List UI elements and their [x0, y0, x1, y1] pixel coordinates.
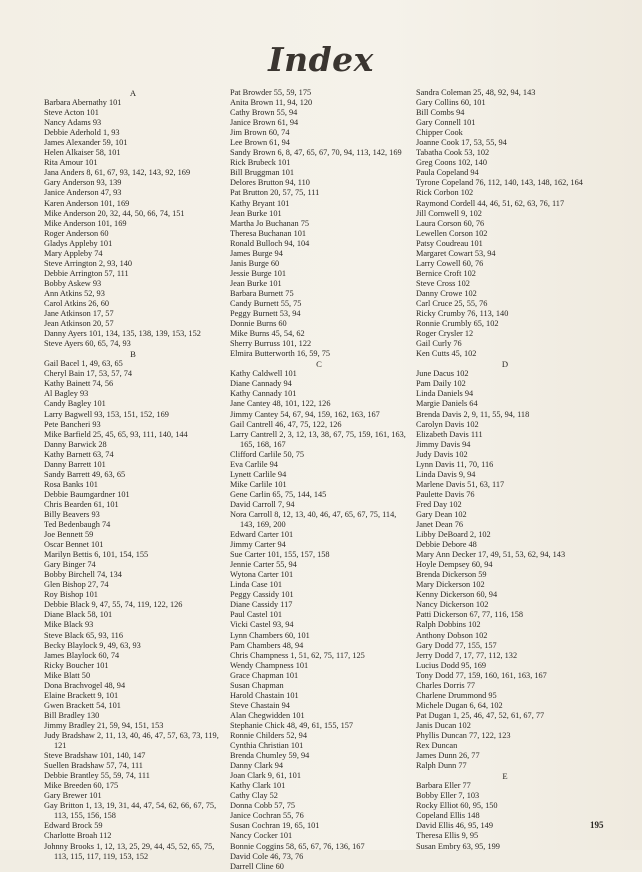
index-entry: Paul Castel 101: [230, 610, 283, 620]
index-entry: James Alexander 59, 101: [44, 138, 128, 148]
index-entry: Lee Brown 61, 94: [230, 138, 290, 148]
index-entry: Roger Anderson 60: [44, 228, 109, 238]
index-entry: Charlotte Broah 112: [44, 831, 112, 841]
index-entry: Gary Collins 60, 101: [416, 98, 486, 108]
index-entry: Wytona Carter 101: [230, 570, 294, 580]
index-entry: Lynn Davis 11, 70, 116: [416, 459, 494, 469]
index-entry: Roger Crysler 12: [416, 329, 474, 339]
index-column-3: [416, 88, 594, 852]
index-entry: Rocky Elliot 60, 95, 150: [416, 801, 498, 811]
index-entry: Phyllis Duncan 77, 122, 123: [416, 731, 511, 740]
index-entry: Chris Champness 1, 51, 62, 75, 117, 125: [230, 650, 365, 660]
index-entry: Ronnie Childers 52, 94: [230, 731, 307, 740]
index-entry: Pat Browder 55, 59, 175: [230, 88, 312, 97]
index-entry: Gary Binger 74: [44, 560, 96, 570]
index-entry: Jerry Dodd 7, 17, 77, 112, 132: [416, 650, 518, 660]
index-entry: Elmira Butterworth 16, 59, 75: [230, 349, 331, 359]
index-entry: Nancy Cocker 101: [230, 831, 293, 841]
index-entry: Ralph Dunn 77: [416, 761, 467, 771]
index-entry: Tony Dodd 77, 159, 160, 161, 163, 167: [416, 670, 547, 680]
index-entry: Eva Carlile 94: [230, 459, 278, 469]
index-entry: Roy Bishop 101: [44, 590, 98, 600]
index-entry: Charles Dorris 77: [416, 680, 475, 690]
letter-heading: A: [129, 88, 137, 98]
index-entry: Paula Copeland 94: [416, 168, 479, 178]
index-entry: Jill Cornwell 9, 102: [416, 208, 482, 218]
index-entry: Steve Acton 101: [44, 108, 99, 118]
index-entry: Rick Corbon 102: [416, 188, 474, 198]
index-entry: Gail Bacel 1, 49, 63, 65: [44, 359, 123, 369]
index-entry: David Cole 46, 73, 76: [230, 851, 304, 861]
index-entry: June Dacus 102: [416, 369, 469, 379]
index-entry: Lynn Chambers 60, 101: [230, 630, 310, 640]
index-entry: Martha Jo Buchanan 75: [230, 218, 310, 228]
index-entry: Gwen Brackett 54, 101: [44, 700, 121, 710]
index-entry: Bobby Eller 7, 103: [416, 791, 480, 801]
index-entry: Danny Clark 94: [230, 761, 283, 771]
index-entry: David Ellis 46, 95, 149: [416, 821, 493, 831]
index-entry: Donna Cobb 57, 75: [230, 801, 295, 811]
index-entry: Edward Brock 59: [44, 821, 103, 831]
index-entry: Cathy Clay 52: [230, 791, 278, 801]
index-entry: Johnny Brooks 1, 12, 13, 25, 29, 44, 45, 52, 65, 75, 113, 115, 117, 119, 153, 152: [44, 841, 215, 861]
index-entry: Steve Arrington 2, 93, 140: [44, 258, 133, 268]
index-entry: Nancy Adams 93: [44, 118, 102, 128]
index-entry: Patti Dickerson 67, 77, 116, 158: [416, 610, 524, 620]
index-entry: Cheryl Bain 17, 53, 57, 74: [44, 369, 133, 379]
index-entry: Debbie Aderhold 1, 93: [44, 128, 120, 138]
index-entry: Steve Black 65, 93, 116: [44, 630, 123, 640]
index-entry: Cynthia Christian 101: [230, 741, 304, 751]
index-entry: Margaret Cowart 53, 94: [416, 248, 496, 258]
index-entry: Jim Brown 60, 74: [230, 128, 290, 138]
index-entry: Becky Blaylock 9, 49, 63, 93: [44, 640, 141, 650]
index-entry: Danny Barrett 101: [44, 459, 106, 469]
index-entry: Mike Blatt 50: [44, 670, 91, 680]
index-entry: Al Bagley 93: [44, 389, 89, 399]
index-entry: Elizabeth Davis 111: [416, 429, 483, 439]
index-entry: Jimmy Cantey 54, 67, 94, 159, 162, 163, 167: [230, 409, 380, 419]
index-entry: Mike Breeden 60, 175: [44, 781, 119, 791]
index-entry: Larry Bagwell 93, 153, 151, 152, 169: [44, 409, 169, 419]
index-entry: Gail Cantrell 46, 47, 75, 122, 126: [230, 419, 342, 429]
index-entry: Janice Anderson 47, 93: [44, 188, 122, 198]
index-entry: Janice Brown 61, 94: [230, 118, 299, 128]
index-entry: Janis Burge 60: [230, 258, 280, 268]
index-entry: Ricky Boucher 101: [44, 660, 109, 670]
index-entry: Tyrone Copeland 76, 112, 140, 143, 148, 162, 164: [416, 178, 583, 188]
index-entry: Jane Cantey 48, 101, 122, 126: [230, 399, 331, 409]
index-entry: Debbie Debore 48: [416, 540, 477, 550]
index-entry: Gay Britton 1, 13, 19, 31, 44, 47, 54, 62, 66, 67, 75, 113, 155, 156, 158: [44, 801, 217, 821]
index-entry: Linda Davis 9, 94: [416, 469, 476, 479]
index-entry: Jimmy Carter 94: [230, 540, 286, 550]
index-entry: Sandy Barrett 49, 63, 65: [44, 469, 126, 479]
index-entry: Kathy Caldwell 101: [230, 369, 297, 379]
index-entry: Joan Clark 9, 61, 101: [230, 771, 301, 781]
index-entry: Danny Ayers 101, 134, 135, 138, 139, 153, 152: [44, 329, 201, 339]
index-entry: Alan Chegwidden 101: [230, 710, 305, 720]
index-entry: Oscar Bennet 101: [44, 540, 104, 550]
index-entry: Chris Bearden 61, 101: [44, 499, 119, 509]
index-entry: Rosa Banks 101: [44, 479, 98, 489]
index-entry: Chipper Cook: [416, 128, 463, 138]
index-entry: Candy Bagley 101: [44, 399, 106, 409]
index-entry: Ken Cutts 45, 102: [416, 349, 477, 359]
index-entry: Bernice Croft 102: [416, 268, 476, 278]
index-entry: Debbie Brantley 55, 59, 74, 111: [44, 771, 150, 781]
index-entry: Carolyn Davis 102: [416, 419, 479, 429]
index-entry: Mary Appleby 74: [44, 248, 103, 258]
index-entry: Billy Beavers 93: [44, 509, 100, 519]
index-entry: Charlene Drummond 95: [416, 690, 497, 700]
index-entry: Debbie Baumgardner 101: [44, 489, 130, 499]
letter-heading: D: [501, 359, 509, 370]
index-entry: Peggy Cassidy 101: [230, 590, 294, 600]
index-entry: Cathy Brown 55, 94: [230, 108, 298, 118]
index-entry: Brenda Chumley 59, 94: [230, 751, 310, 761]
index-entry: Bill Bruggman 101: [230, 168, 295, 178]
index-entry: Marilyn Bettis 6, 101, 154, 155: [44, 550, 149, 560]
index-entry: Mary Ann Decker 17, 49, 51, 53, 62, 94, 143: [416, 550, 566, 560]
index-entry: Ralph Dobbins 102: [416, 620, 481, 630]
index-entry: Wendy Champness 101: [230, 660, 309, 670]
index-entry: Suellen Bradshaw 57, 74, 111: [44, 761, 143, 771]
index-entry: James Blaylock 60, 74: [44, 650, 120, 660]
index-entry: James Dunn 26, 77: [416, 751, 480, 761]
index-entry: Diane Black 58, 101: [44, 610, 113, 620]
index-entry: Steve Chastain 94: [230, 700, 290, 710]
index-entry: Gary Dean 102: [416, 509, 467, 519]
index-entry: Mary Dickerson 102: [416, 580, 485, 590]
index-entry: Mike Burns 45, 54, 62: [230, 329, 305, 339]
index-entry: Danny Barwick 28: [44, 439, 107, 449]
index-column-2: [230, 88, 408, 872]
index-entry: James Burge 94: [230, 248, 283, 258]
index-column-1: [44, 88, 222, 862]
index-entry: Bill Combs 94: [416, 108, 465, 118]
index-entry: Bonnie Coggins 58, 65, 67, 76, 136, 167: [230, 841, 365, 851]
index-entry: Susan Embry 63, 95, 199: [416, 841, 500, 851]
index-entry: Bill Bradley 130: [44, 710, 100, 720]
index-entry: Jane Atkinson 17, 57: [44, 309, 114, 319]
index-entry: Brenda Davis 2, 9, 11, 55, 94, 118: [416, 409, 530, 419]
index-entry: Stephanie Chick 48, 49, 61, 155, 157: [230, 720, 354, 730]
index-entry: Jean Burke 101: [230, 208, 282, 218]
index-entry: Ronnie Crumbly 65, 102: [416, 319, 499, 329]
index-entry: Diane Cannady 94: [230, 379, 292, 389]
index-entry: Rita Amour 101: [44, 158, 98, 168]
index-entry: Mike Anderson 20, 32, 44, 50, 66, 74, 151: [44, 208, 185, 218]
index-entry: Barbara Eller 77: [416, 781, 471, 791]
page-number: 195: [590, 820, 604, 830]
index-entry: Mike Anderson 101, 169: [44, 218, 127, 228]
index-entry: Kathy Barnett 63, 74: [44, 449, 114, 459]
index-entry: Jean Burke 101: [230, 278, 282, 288]
index-entry: Carl Cruce 25, 55, 76: [416, 298, 488, 308]
index-entry: Dona Brachvogel 48, 94: [44, 680, 126, 690]
index-entry: Margie Daniels 64: [416, 399, 478, 409]
index-entry: Sue Carter 101, 155, 157, 158: [230, 550, 330, 560]
index-entry: Marlene Davis 51, 63, 117: [416, 479, 505, 489]
index-entry: Debbie Black 9, 47, 55, 74, 119, 122, 126: [44, 600, 183, 610]
index-entry: Ronald Bulloch 94, 104: [230, 238, 310, 248]
index-entry: Danny Crowe 102: [416, 288, 477, 298]
letter-heading: B: [130, 349, 136, 360]
index-entry: Joe Bennett 59: [44, 530, 94, 540]
index-entry: Jennie Carter 55, 94: [230, 560, 297, 570]
index-entry: Steve Cross 102: [416, 278, 470, 288]
index-entry: Helen Alkaiser 58, 101: [44, 148, 121, 158]
index-entry: Delores Brutton 94, 110: [230, 178, 310, 188]
index-entry: Ted Bedenbaugh 74: [44, 520, 111, 530]
index-entry: Grace Chapman 101: [230, 670, 299, 680]
index-entry: Gary Anderson 93, 139: [44, 178, 122, 188]
index-entry: Kathy Bryant 101: [230, 198, 290, 208]
index-entry: Anita Brown 11, 94, 120: [230, 98, 313, 108]
index-entry: Gladys Appleby 101: [44, 238, 113, 248]
index-entry: Brenda Dickerson 59: [416, 570, 487, 580]
index-entry: Lewellen Corson 102: [416, 228, 488, 238]
index-entry: Peggy Burnett 53, 94: [230, 309, 301, 319]
letter-heading: C: [316, 359, 322, 370]
index-entry: Janice Cochran 55, 76: [230, 811, 304, 821]
index-entry: Steve Bradshaw 101, 140, 147: [44, 751, 146, 761]
index-entry: Glen Bishop 27, 74: [44, 580, 109, 590]
index-entry: Jana Anders 8, 61, 67, 93, 142, 143, 92, 169: [44, 168, 191, 178]
index-entry: Kenny Dickerson 60, 94: [416, 590, 498, 600]
index-entry: Judy Davis 102: [416, 449, 468, 459]
index-entry: Larry Cantrell 2, 3, 12, 13, 38, 67, 75, 159, 161, 163, 165, 168, 167: [230, 429, 406, 449]
index-entry: Candy Burnett 55, 75: [230, 298, 302, 308]
index-entry: Pete Bancheri 93: [44, 419, 101, 429]
index-entry: Sandy Brown 6, 8, 47, 65, 67, 70, 94, 113, 142, 169: [230, 148, 402, 158]
index-entry: Lynett Carlile 94: [230, 469, 287, 479]
page-title: Index: [268, 40, 374, 79]
index-entry: Kathy Cannady 101: [230, 389, 297, 399]
index-entry: Larry Cowell 60, 76: [416, 258, 484, 268]
index-entry: Copeland Ellis 148: [416, 811, 480, 821]
index-entry: Sandra Coleman 25, 48, 92, 94, 143: [416, 88, 536, 97]
index-entry: Diane Cassidy 117: [230, 600, 293, 610]
index-entry: Theresa Buchanan 101: [230, 228, 307, 238]
index-entry: Michele Dugan 6, 64, 102: [416, 700, 503, 710]
index-entry: Pat Dugan 1, 25, 46, 47, 52, 61, 67, 77: [416, 710, 545, 720]
index-entry: Debbie Arrington 57, 111: [44, 268, 129, 278]
index-entry: Donnie Burns 60: [230, 319, 287, 329]
index-entry: Nora Carroll 8, 12, 13, 40, 46, 47, 65, 67, 75, 114, 143, 169, 200: [230, 509, 397, 530]
index-entry: Tabatha Cook 53, 102: [416, 148, 490, 158]
index-entry: Barbara Abernathy 101: [44, 98, 122, 108]
index-entry: David Carroll 7, 94: [230, 499, 295, 509]
index-entry: Jessie Burge 101: [230, 268, 287, 278]
index-entry: Joanne Cook 17, 53, 55, 94: [416, 138, 507, 148]
index-entry: Gary Brewer 101: [44, 791, 102, 801]
index-entry: Greg Coons 102, 140: [416, 158, 487, 168]
index-entry: Pam Daily 102: [416, 379, 466, 389]
index-entry: Barbara Burnett 75: [230, 288, 294, 298]
index-entry: Laura Corson 60, 76: [416, 218, 485, 228]
index-entry: Pat Brutton 20, 57, 75, 111: [230, 188, 320, 198]
index-entry: Linda Case 101: [230, 580, 283, 590]
letter-heading: E: [502, 771, 508, 782]
index-entry: Paulette Davis 76: [416, 489, 475, 499]
index-entry: Vicki Castel 93, 94: [230, 620, 294, 630]
index-entry: Kathy Clark 101: [230, 781, 286, 791]
index-entry: Mike Barfield 25, 45, 65, 93, 111, 140, 144: [44, 429, 188, 439]
index-entry: Nancy Dickerson 102: [416, 600, 489, 610]
index-entry: Linda Daniels 94: [416, 389, 474, 399]
index-entry: Bobby Birchell 74, 134: [44, 570, 122, 580]
index-entry: Janet Dean 76: [416, 520, 463, 530]
index-entry: Mike Carlile 101: [230, 479, 287, 489]
index-entry: Lucius Dodd 95, 169: [416, 660, 487, 670]
index-entry: Darrell Cline 60: [230, 861, 284, 871]
index-entry: Karen Anderson 101, 169: [44, 198, 130, 208]
index-entry: Kathy Bainett 74, 56: [44, 379, 114, 389]
index-entry: Gary Dodd 77, 155, 157: [416, 640, 497, 650]
index-entry: Ann Atkins 52, 93: [44, 288, 105, 298]
index-entry: Raymond Cordell 44, 46, 51, 62, 63, 76, 117: [416, 198, 565, 208]
index-entry: Susan Cochran 19, 65, 101: [230, 821, 320, 831]
index-entry: Gary Connell 101: [416, 118, 476, 128]
index-entry: Clifford Carlile 50, 75: [230, 449, 305, 459]
index-entry: Carol Atkins 26, 60: [44, 298, 109, 308]
index-entry: Pam Chambers 48, 94: [230, 640, 304, 650]
index-entry: Jean Atkinson 20, 57: [44, 319, 114, 329]
index-entry: Theresa Ellis 9, 95: [416, 831, 479, 841]
index-entry: Fred Day 102: [416, 499, 462, 509]
index-entry: Steve Ayers 60, 65, 74, 93: [44, 339, 131, 349]
index-entry: Rick Brubeck 101: [230, 158, 291, 168]
index-entry: Harold Chastain 101: [230, 690, 299, 700]
index-entry: Edward Carter 101: [230, 530, 294, 540]
index-entry: Sherry Burruss 101, 122: [230, 339, 312, 349]
index-entry: Anthony Dobson 102: [416, 630, 488, 640]
index-entry: Gene Carlin 65, 75, 144, 145: [230, 489, 327, 499]
index-entry: Jimmy Bradley 21, 59, 94, 151, 153: [44, 720, 164, 730]
index-entry: Patsy Coudreau 101: [416, 238, 483, 248]
index-entry: Libby DeBoard 2, 102: [416, 530, 491, 540]
index-entry: Jimmy Davis 94: [416, 439, 471, 449]
index-entry: Hoyle Dempsey 60, 94: [416, 560, 493, 570]
index-entry: Rex Duncan: [416, 741, 458, 751]
index-entry: Bobby Askew 93: [44, 278, 102, 288]
index-entry: Elaine Brackett 9, 101: [44, 690, 119, 700]
index-entry: Susan Chapman: [230, 680, 284, 690]
index-entry: Gail Curly 76: [416, 339, 462, 349]
index-entry: Judy Bradshaw 2, 11, 13, 40, 46, 47, 57, 63, 73, 119, 121: [44, 731, 219, 751]
index-entry: Mike Black 93: [44, 620, 94, 630]
index-entry: Ricky Crumby 76, 113, 140: [416, 309, 509, 319]
index-entry: Janis Ducan 102: [416, 720, 471, 730]
